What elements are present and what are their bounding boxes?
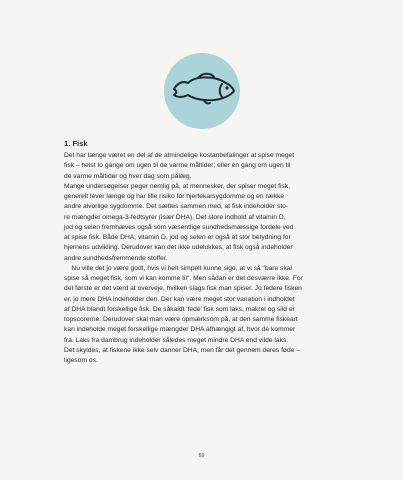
text-line: re mængder omega-3-fedtsyrer (især DHA). Det store indhold af vitamin D, [64,213,286,221]
text-line: de varme måltider og hver dag som pålæg. [64,172,192,180]
text-line: Det skyldes, at fiskene ikke selv danner DHA, men får det gennem deres føde – [64,346,301,354]
text-line: kan indeholde meget forskellige mængder DHA afhængigt af, hvor de kommer [64,326,296,334]
text-line: Det har længe været en del af de almindelige kostanbefalinger at spise meget [64,152,295,159]
page-number: 69 [198,453,205,459]
text-line: generelt lever længe og har lille risiko for hjertekarsygdomme og en række [64,193,285,200]
section-heading: 1. Fisk [64,139,88,148]
text-line: af DHA blandt forskellige fisk. De såkaldt 'fede' fisk som laks, makrel og sild er [64,305,295,313]
text-line: det første er det værd at overveje, hvilken slags fisk man spiser. Jo federe fisken [64,285,302,293]
text-line: andre alvorlige sygdomme. Det sættes sammen med, at fisk indeholder sto- [64,203,289,211]
text-line: er, jo mere DHA indeholder den. Der kan være meget stor variation i indholdet [64,295,295,303]
text-line: fisk – helst to gange om ugen til de varme måltider; eller én gang om ugen til [64,162,291,170]
text-line: ligesom os. [64,357,98,364]
text-line: fra. Laks fra dambrug indeholder således meget mindre DHA end vilde laks. [64,336,289,344]
fish-icon [164,53,240,129]
fish-badge [164,53,240,129]
text-line: spise så meget fisk, som vi kan komme til". Men sådan er det desværre ikke. For [64,275,303,282]
text-line: jod og selen fremhæves også som væsentlige sundhedsmæssige fordele ved [64,223,294,231]
text-line: at spise fisk. Både DHA, vitamin D, jod og selen er også af stor betydning for [64,234,291,241]
text-line: andre sundhedsfremmende stoffer. [64,254,168,262]
text-line: topscorerne. Derudover skal man være opmærksom på, at den samme fiskeart [64,316,298,323]
body-text [64,151,344,366]
text-line: Mange undersøgelser peger nemlig på, at mennesker, der spiser meget fisk, [64,182,291,190]
text-line: Nu ville det jo være godt, hvis vi helt simpelt kunne sige, at vi så "bare skal [64,264,292,272]
text-line: hjernens udvikling. Derudover kan det ikke udelukkes, at fisk også indeholder [64,244,293,252]
